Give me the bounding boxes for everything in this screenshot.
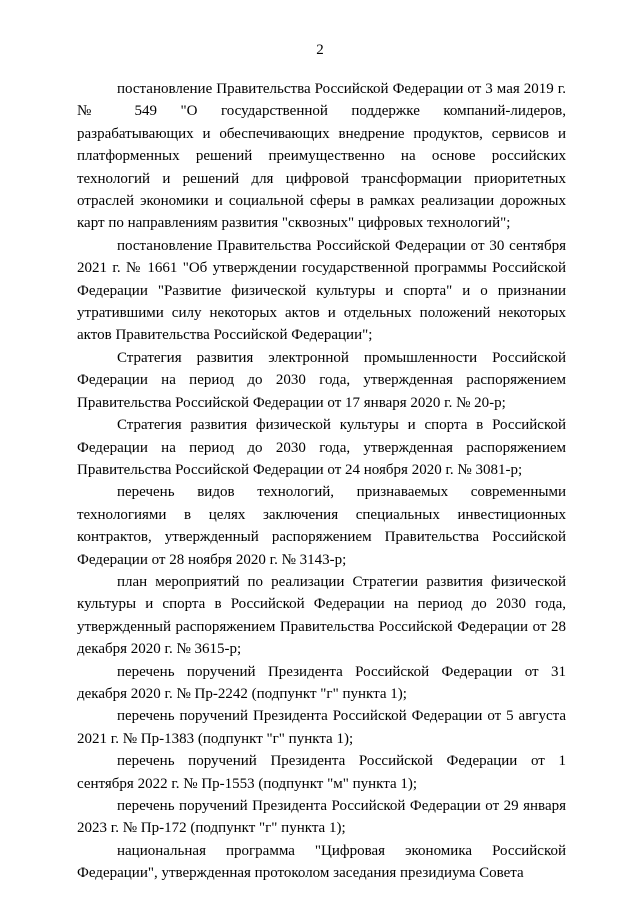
paragraph-digital-economy: национальная программа "Цифровая экономика Российской Федерации", утвержденная протоколом заседания президиума Совета bbox=[77, 842, 566, 882]
paragraph-instructions-172: перечень поручений Президента Российской Федерации от 29 января 2023 г. № Пр-172 (подпункт "г" пункта 1); bbox=[77, 798, 566, 837]
document-body bbox=[77, 78, 566, 885]
paragraph-technologies-list: перечень видов технологий, признаваемых современными технологиями в целях заключения специальных инвестиционных контрактов, утвержденный распоряжением Правительства Российской Федерации от 28 ноября 2020 г. № 3143-р; bbox=[77, 484, 566, 568]
paragraph-instructions-1383: перечень поручений Президента Российской Федерации от 5 августа 2021 г. № Пр-1383 (подпункт "г" пункта 1); bbox=[77, 708, 566, 747]
paragraph-electronics-strategy: Стратегия развития электронной промышленности Российской Федерации на период до 2030 года, утвержденная распоряжением Правительства Российской Федерации от 17 января 2020 г. № 20-р; bbox=[77, 349, 566, 411]
paragraph-action-plan: план мероприятий по реализации Стратегии развития физической культуры и спорта в Российской Федерации на период до 2030 года, утвержденный распоряжением Правительства Российской Федерации от 28 декабря 2020 г. № 3615-р; bbox=[77, 573, 566, 658]
paragraph-decree-549: постановление Правительства Российской Федерации от 3 мая 2019 г. № 549 "О государственной поддержке компаний-лидеров, разрабатывающих и обеспечивающих внедрение продуктов, сервисов и платформенных решений преимущественно на основе российских технологий и решений для цифровой трансформации приоритетных отраслей экономики и социальной сферы в рамках реализации дорожных карт по направлениям развития "сквозных" цифровых технологий"; bbox=[77, 81, 566, 232]
page-number: 2 bbox=[316, 42, 324, 58]
paragraph-sport-strategy: Стратегия развития физической культуры и спорта в Российской Федерации на период до 2030 года, утвержденная распоряжением Правительства Российской Федерации от 24 ноября 2020 г. № 3081-р; bbox=[77, 417, 566, 478]
paragraph-decree-1661: постановление Правительства Российской Федерации от 30 сентября 2021 г. № 1661 "Об утверждении государственной программы Российской Федерации "Развитие физической культуры и спорта" и о признании утратившими силу некоторых актов и отдельных положений некоторых актов Правительства Российской Федерации"; bbox=[77, 237, 566, 344]
paragraph-instructions-2242: перечень поручений Президента Российской Федерации от 31 декабря 2020 г. № Пр-2242 (подпункт "г" пункта 1); bbox=[77, 663, 566, 702]
paragraph-instructions-1553: перечень поручений Президента Российской Федерации от 1 сентября 2022 г. № Пр-1553 (подпункт "м" пункта 1); bbox=[77, 753, 566, 792]
